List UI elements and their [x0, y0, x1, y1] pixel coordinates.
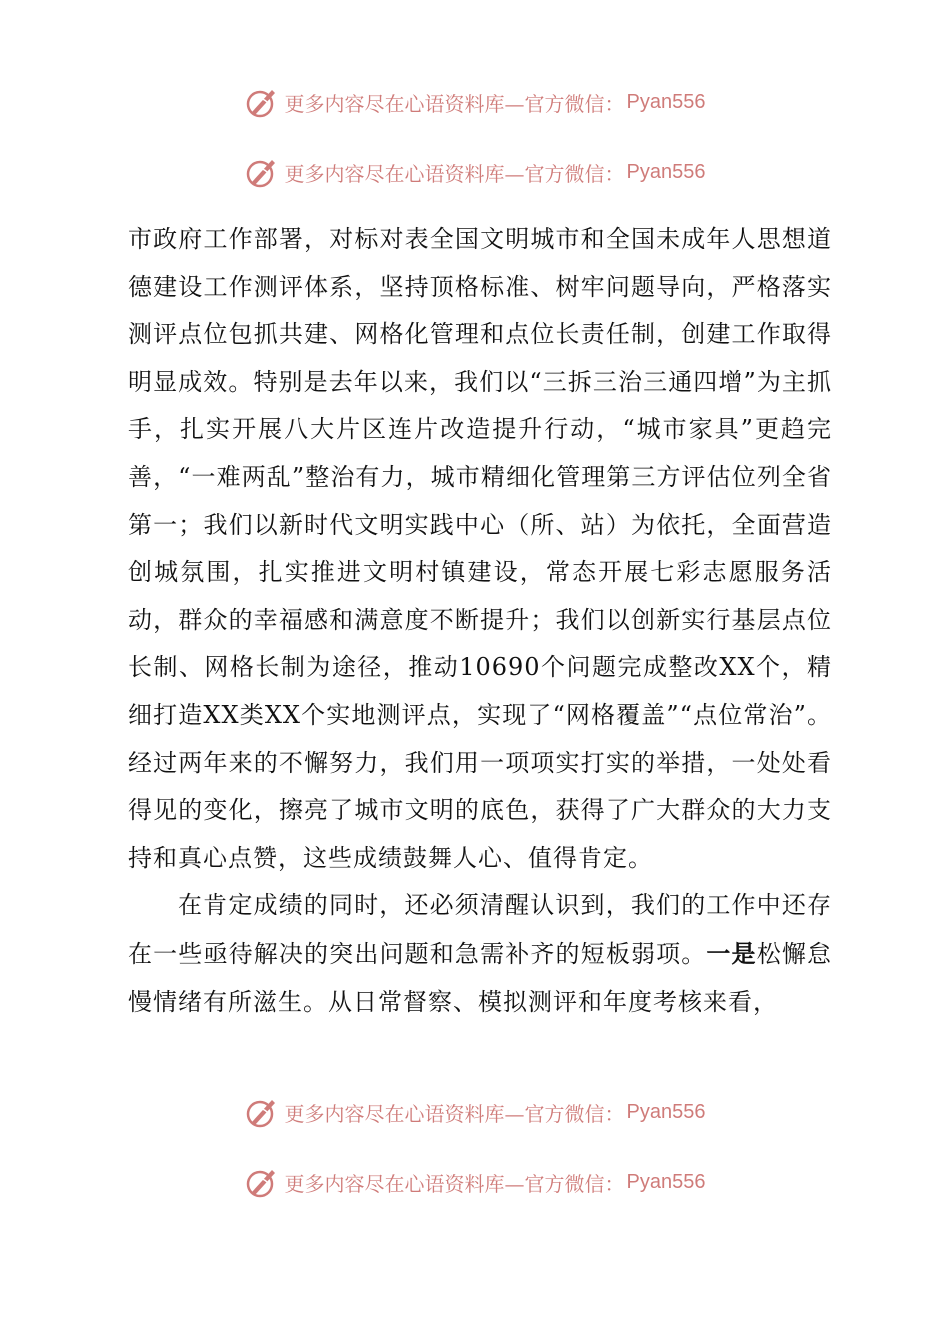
paragraph-2-bold: 一是: [706, 938, 757, 968]
watermark-id: Pyan556: [626, 1100, 706, 1123]
watermark-id: Pyan556: [626, 1170, 706, 1193]
pen-logo-icon: [245, 155, 279, 189]
watermark-text: 更多内容尽在心语资料库—官方微信：: [284, 1101, 625, 1126]
paragraph-2: [128, 882, 832, 1026]
paragraph-1: 市政府工作部署，对标对表全国文明城市和全国未成年人思想道德建设工作测评体系，坚持顶格标准、树牢问题导向，严格落实测评点位包抓共建、网格化管理和点位长责任制，创建工作取得明显成效。特别是去年以来，我们以“三拆三治三通四增”为主抓手，扎实开展八大片区连片改造提升行动，“城市家具”更趋完善，“一难两乱”整治有力，城市精细化管理第三方评估位列全省第一；我们以新时代文明实践中心（所、站）为依托，全面营造创城氛围，扎实推进文明村镇建设，常态开展七彩志愿服务活动，群众的幸福感和满意度不断提升；我们以创新实行基层点位长制、网格长制为途径，推动10690个问题完成整改XX个，精细打造XX类XX个实地测评点，实现了“网格覆盖”“点位常治”。经过两年来的不懈努力，我们用一项项实打实的举措，一处处看得见的变化，擦亮了城市文明的底色，获得了广大群众的大力支持和真心点赞，这些成绩鼓舞人心、值得肯定。: [128, 225, 832, 872]
watermark-text: 更多内容尽在心语资料库—官方微信：: [284, 161, 625, 186]
paragraph-2-start: 在肯定成绩的同时，还必须清醒认识到，我们的工作中还存在一些亟待解决的突出问题和急需补齐的短板弱项。: [128, 891, 832, 968]
watermark-banner-4: [0, 1162, 950, 1202]
document-body: [128, 216, 832, 1026]
watermark-banner-3: [0, 1092, 950, 1132]
watermark-banner-1: [0, 82, 950, 122]
watermark-id: Pyan556: [626, 160, 706, 183]
watermark-id: Pyan556: [626, 90, 706, 113]
pen-logo-icon: [245, 85, 279, 119]
watermark-banner-2: [0, 152, 950, 192]
pen-logo-icon: [245, 1165, 279, 1199]
watermark-text: 更多内容尽在心语资料库—官方微信：: [284, 91, 625, 116]
paragraph-2-end: 松懈怠慢情绪有所滋生。从日常督察、模拟测评和年度考核来看，: [128, 939, 832, 1016]
pen-logo-icon: [245, 1095, 279, 1129]
watermark-text: 更多内容尽在心语资料库—官方微信：: [284, 1171, 625, 1196]
